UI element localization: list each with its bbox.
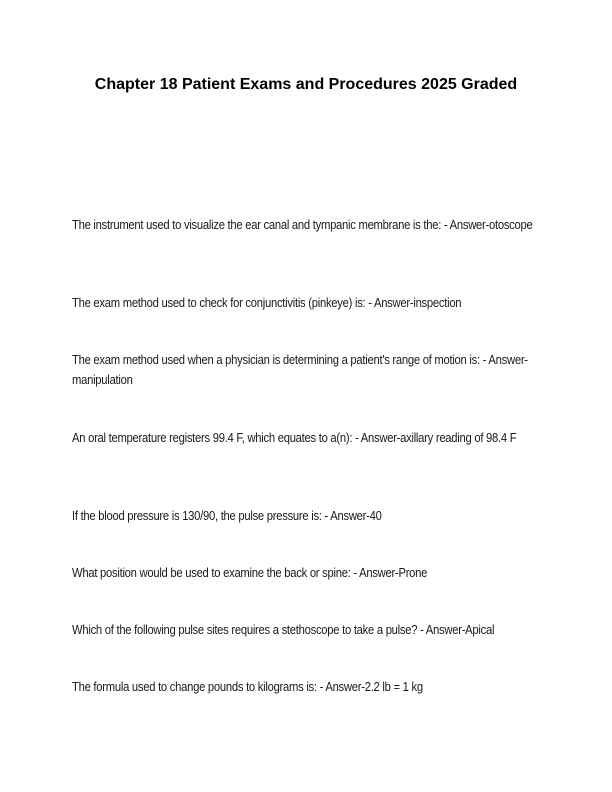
question-answer-3: The exam method used when a physician is determining a patient's range of motion is: - Answer-manipulation (72, 353, 528, 387)
document-title: Chapter 18 Patient Exams and Procedures 2025 Graded (94, 76, 518, 93)
question-answer-7: Which of the following pulse sites requires a stethoscope to take a pulse? - Answer-Apical (72, 623, 495, 637)
question-answer-6: What position would be used to examine the back or spine: - Answer-Prone (72, 566, 428, 580)
question-answer-4: An oral temperature registers 99.4 F, which equates to a(n): - Answer-axillary reading of 98.4 F (72, 431, 517, 445)
question-answer-2: The exam method used to check for conjunctivitis (pinkeye) is: - Answer-inspection (72, 296, 462, 310)
question-answer-8: The formula used to change pounds to kilograms is: - Answer-2.2 lb = 1 kg (72, 680, 423, 694)
question-answer-1: The instrument used to visualize the ear canal and tympanic membrane is the: - Answer-otoscope (72, 218, 533, 232)
question-answer-5: If the blood pressure is 130/90, the pulse pressure is: - Answer-40 (72, 509, 382, 523)
